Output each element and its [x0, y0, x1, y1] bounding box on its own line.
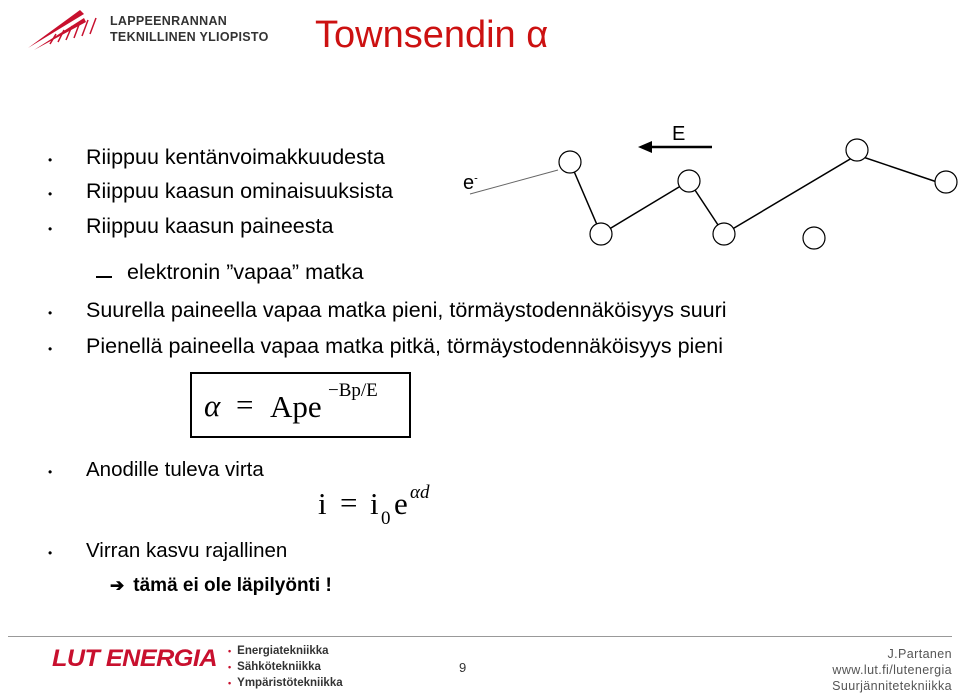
formula2-equals: = — [340, 485, 358, 520]
bullet-dot: • — [48, 222, 53, 236]
field-label: E — [672, 123, 686, 145]
formula-alpha: α — [204, 388, 221, 423]
formula2-subscript: 0 — [381, 508, 391, 529]
bullet-dot: • — [48, 306, 53, 320]
collision-path — [570, 155, 937, 234]
conclusion-line — [110, 575, 332, 597]
bullet-text: Riippuu kentänvoimakkuudesta — [86, 145, 385, 169]
bullet-dot: • — [48, 187, 53, 201]
department-label: Sähkötekniikka — [237, 661, 321, 673]
university-name-line1: LAPPEENRANNAN — [110, 14, 228, 28]
footer-divider — [8, 636, 952, 637]
conclusion-text: tämä ei ole läpilyönti ! — [133, 575, 332, 596]
formula-equals: = — [236, 387, 254, 422]
formula2-e: e — [394, 486, 408, 521]
department-item — [228, 661, 321, 673]
formula2-lhs: i — [318, 486, 327, 521]
university-logo — [20, 4, 269, 52]
electron-charge: - — [474, 172, 478, 185]
lut-wings-icon — [20, 4, 110, 52]
molecule-circle — [590, 223, 612, 245]
molecule-circle — [846, 139, 868, 161]
bullet-text: Anodille tuleva virta — [86, 458, 264, 481]
bullet-dot: • — [228, 678, 232, 688]
bullet-text: Suurella paineella vapaa matka pieni, törmäystodennäköisyys suuri — [86, 298, 727, 322]
arrow-right-icon: ➔ — [110, 576, 125, 595]
bullet-dot: • — [48, 153, 53, 167]
department-label: Ympäristötekniikka — [237, 677, 343, 689]
field-arrow-head — [638, 141, 652, 153]
electron-path-diagram — [440, 110, 958, 260]
bullet-text: Virran kasvu rajallinen — [86, 539, 288, 562]
bullet-dot: • — [48, 342, 53, 356]
formula-rhs: Ape — [270, 389, 322, 424]
bullet-dot: • — [228, 662, 232, 672]
bullet-text: Riippuu kaasun paineesta — [86, 214, 334, 238]
footer-unit: Suurjännitetekniikka — [832, 679, 952, 693]
current-formula — [318, 478, 458, 538]
electron-track — [470, 170, 558, 194]
molecule-circle — [713, 223, 735, 245]
footer-author: J.Partanen — [887, 647, 952, 661]
molecule-circle — [803, 227, 825, 249]
university-name-line2: TEKNILLINEN YLIOPISTO — [110, 30, 269, 44]
bullet-dot: • — [48, 465, 53, 479]
formula2-i: i — [370, 486, 379, 521]
footer-url[interactable]: www.lut.fi/lutenergia — [832, 663, 952, 677]
page-number: 9 — [459, 660, 467, 675]
electron-letter: e — [463, 172, 475, 194]
department-item — [228, 677, 343, 689]
molecule-circle — [678, 170, 700, 192]
bullet-text: Pienellä paineella vapaa matka pitkä, törmäystodennäköisyys pieni — [86, 334, 724, 358]
molecule-circle — [559, 151, 581, 173]
bullet-dot: • — [48, 546, 53, 560]
molecule-circle — [935, 171, 957, 193]
sub-bullet-text: elektronin ”vapaa” matka — [127, 260, 364, 284]
sub-bullet-dash — [96, 276, 112, 278]
department-label: Energiatekniikka — [237, 645, 329, 657]
formula-box — [190, 372, 411, 438]
department-item — [228, 645, 329, 657]
formula2-exponent: αd — [410, 482, 430, 503]
electron-label — [463, 172, 478, 195]
brand-logo: LUT ENERGIA — [52, 645, 218, 672]
slide-title: Townsendin α — [315, 14, 549, 56]
bullet-dot: • — [228, 646, 232, 656]
bullet-text: Riippuu kaasun ominaisuuksista — [86, 179, 394, 203]
formula-exponent: −Bp/E — [328, 380, 378, 401]
